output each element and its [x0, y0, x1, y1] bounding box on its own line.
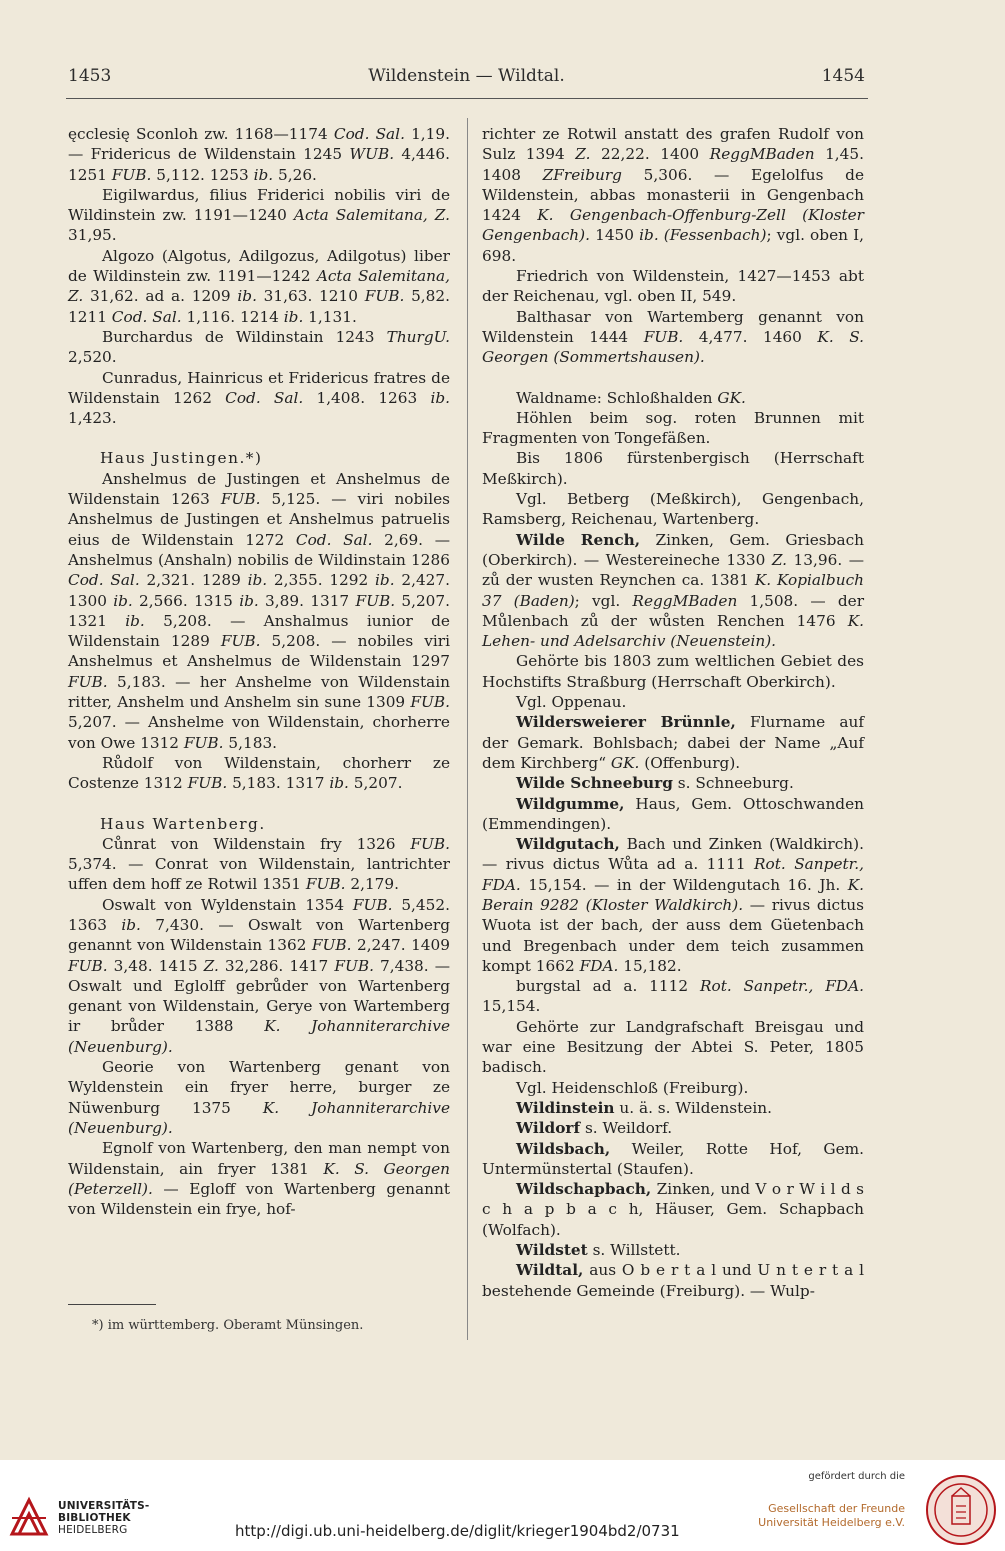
section-heading: Haus Justingen.*)	[100, 449, 263, 468]
paragraph: burgstal ad a. 1112 Rot. Sanpetr., FDA. 15,154.	[482, 977, 864, 1016]
university-library-logo-icon	[8, 1496, 50, 1538]
page-number-right: 1454	[821, 66, 865, 86]
permalink-url[interactable]: http://digi.ub.uni-heidelberg.de/diglit/krieger1904bd2/0731	[235, 1522, 680, 1540]
paragraph: Egnolf von Wartenberg, den man nempt von Wildenstain, ain fryer 1381 K. S. Georgen (Peterzell). — Egloff von Wartenberg genannt von Wildenstein ein frye, hof-	[68, 1139, 450, 1219]
paragraph: Cunradus, Hainricus et Fridericus fratres de Wildenstain 1262 Cod. Sal. 1,408. 1263 ib. 1,423.	[68, 368, 450, 428]
paragraph: Algozo (Algotus, Adilgozus, Adilgotus) liber de Wildinstein zw. 1191—1242 Acta Salemitana, Z. 31,62. ad a. 1209 ib. 31,63. 1210 FUB. 5,82. 1211 Cod. Sal. 1,116. 1214 ib. 1,131.	[68, 246, 450, 326]
library-name: UNIVERSITÄTS- BIBLIOTHEK HEIDELBERG	[58, 1500, 150, 1536]
paragraph: Georie von Wartenberg genant von Wyldenstein ein fryer herre, burger ze Nüwenburg 1375 K. Johanniterarchive (Neuenburg).	[68, 1058, 451, 1137]
paragraph: Wildinstein u. ä. s. Wildenstein.	[516, 1098, 772, 1117]
paragraph: Burchardus de Wildinstain 1243 ThurgU. 2,520.	[68, 327, 450, 367]
section-heading: Haus Wartenberg.	[100, 814, 266, 833]
sponsor-text: gefördert durch die Gesellschaft der Freunde Universität Heidelberg e.V.	[758, 1471, 905, 1529]
footnote: *) im württemberg. Oberamt Münsingen.	[92, 1318, 364, 1333]
paragraph: Cůnrat von Wildenstain fry 1326 FUB. 5,374. — Conrat von Wildenstain, lantrichter uffen dem hoff ze Rotwil 1351 FUB. 2,179.	[68, 834, 450, 894]
paragraph: Balthasar von Wartemberg genannt von Wildenstein 1444 FUB. 4,477. 1460 K. S. Georgen (Sommertshausen).	[482, 307, 865, 367]
running-title: Wildenstein — Wildtal.	[368, 66, 565, 86]
viewer-footer	[0, 1460, 1005, 1551]
paragraph: Gehörte bis 1803 zum weltlichen Gebiet des Hochstifts Straßburg (Herrschaft Oberkirch).	[482, 652, 864, 691]
paragraph: Höhlen beim sog. roten Brunnen mit Fragmenten von Tongefäßen.	[482, 408, 864, 448]
left-column	[68, 124, 450, 1219]
paragraph: Wildorf s. Weildorf.	[516, 1119, 673, 1138]
paragraph: Anshelmus de Justingen et Anshelmus de Wildenstain 1263 FUB. 5,125. — viri nobiles Anshelmus de Justingen et Anshelmus patruelis eius de Wildenstain 1272 Cod. Sal. 2,69. — Anshelmus (Anshaln) nobilis de Wildinstain 1286 Cod. Sal. 2,321. 1289 ib. 2,355. 1292 ib. 2,427. 1300 ib. 2,566. 1315 ib. 3,89. 1317 FUB. 5,207. 1321 ib. 5,208. — Anshalmus iunior de Wildenstain 1289 FUB. 5,208. — nobiles viri Anshelmus et Anshelmus de Wildenstain 1297 FUB. 5,183. — her Anshelme von Wildenstain ritter, Anshelm und Anshelm sin sune 1309 FUB. 5,207. — Anshelme von Wildenstain, chorherre von Owe 1312 FUB. 5,183.	[68, 469, 450, 752]
paragraph: Wilde Schneeburg s. Schneeburg.	[516, 774, 794, 793]
paragraph: Oswalt von Wyldenstain 1354 FUB. 5,452. 1363 ib. 7,430. — Oswalt von Wartenberg genannt von Wildenstain 1362 FUB. 2,247. 1409 FUB. 3,48. 1415 Z. 32,286. 1417 FUB. 7,438. — Oswalt und Eglolff gebrůder von Wartenberg genant von Wildenstain, Gerye von Wartemberg ir brůder 1388 K. Johanniterarchive (Neuenburg).	[68, 895, 451, 1056]
right-column	[482, 124, 864, 1301]
university-seal-icon	[925, 1474, 997, 1546]
paragraph: Wildgumme, Haus, Gem. Ottoschwanden (Emmendingen).	[482, 794, 864, 833]
paragraph: Vgl. Heidenschloß (Freiburg).	[516, 1078, 749, 1097]
paragraph: Gehörte zur Landgrafschaft Breisgau und war eine Besitzung der Abtei S. Peter, 1805 badisch.	[482, 1017, 864, 1077]
paragraph: Vgl. Betberg (Meßkirch), Gengenbach, Ramsberg, Reichenau, Wartenberg.	[482, 490, 864, 529]
paragraph: Wildsbach, Weiler, Rotte Hof, Gem. Untermünstertal (Staufen).	[482, 1139, 864, 1178]
column-separator	[467, 118, 468, 1340]
header-rule	[66, 98, 868, 99]
paragraph: richter ze Rotwil anstatt des grafen Rudolf von Sulz 1394 Z. 22,22. 1400 ReggMBaden 1,45. 1408 ZFreiburg 5,306. — Egelolfus de Wildenstein, abbas monasterii in Gengenbach 1424 K. Gengenbach-Offenburg-Zell (Kloster Gengenbach). 1450 ib. (Fessenbach); vgl. oben I, 698.	[482, 125, 864, 265]
footnote-rule	[68, 1304, 156, 1305]
paragraph: Bis 1806 fürstenbergisch (Herrschaft Meßkirch).	[482, 449, 864, 488]
paragraph: ęcclesię Sconloh zw. 1168—1174 Cod. Sal. 1,19. — Fridericus de Wildenstain 1245 WUB. 4,446. 1251 FUB. 5,112. 1253 ib. 5,26.	[68, 125, 450, 184]
paragraph: Růdolf von Wildenstain, chorherr ze Costenze 1312 FUB. 5,183. 1317 ib. 5,207.	[68, 753, 450, 793]
paragraph: Vgl. Oppenau.	[516, 693, 627, 712]
paragraph: Wildschapbach, Zinken, und V o r W i l d s c h a p b a c h, Häuser, Gem. Schapbach (Wolfach).	[482, 1180, 864, 1239]
paragraph: Friedrich von Wildenstein, 1427—1453 abt der Reichenau, vgl. oben II, 549.	[482, 267, 864, 306]
paragraph: Wildtal, aus O b e r t a l und U n t e r t a l bestehende Gemeinde (Freiburg). — Wulp-	[482, 1261, 864, 1300]
paragraph: Wildersweierer Brünnle, Flurname auf der Gemark. Bohlsbach; dabei der Name „Auf dem Kirchberg“ GK. (Offenburg).	[482, 713, 864, 772]
paragraph: Waldname: Schloßhalden GK.	[516, 388, 746, 407]
paragraph: Wilde Rench, Zinken, Gem. Griesbach (Oberkirch). — Westereineche 1330 Z. 13,96. — zů der wusten Reynchen ca. 1381 K. Kopialbuch 37 (Baden); vgl. ReggMBaden 1,508. — der Můlenbach zů der wůsten Renchen 1476 K. Lehen- und Adelsarchiv (Neuenstein).	[482, 530, 865, 651]
paragraph: Wildstet s. Willstett.	[516, 1241, 681, 1260]
page-number-left: 1453	[68, 66, 112, 86]
paragraph: Eigilwardus, filius Friderici nobilis viri de Wildinstein zw. 1191—1240 Acta Salemitana, Z. 31,95.	[68, 185, 451, 245]
paragraph: Wildgutach, Bach und Zinken (Waldkirch). — rivus dictus Wůta ad a. 1111 Rot. Sanpetr., FDA. 15,154. — in der Wildengutach 16. Jh. K. Berain 9282 (Kloster Waldkirch). — rivus dictus Wuota ist der bach, der auss dem Güetenbach und Bregenbach under dem teich zusammen kompt 1662 FDA. 15,182.	[482, 835, 864, 975]
